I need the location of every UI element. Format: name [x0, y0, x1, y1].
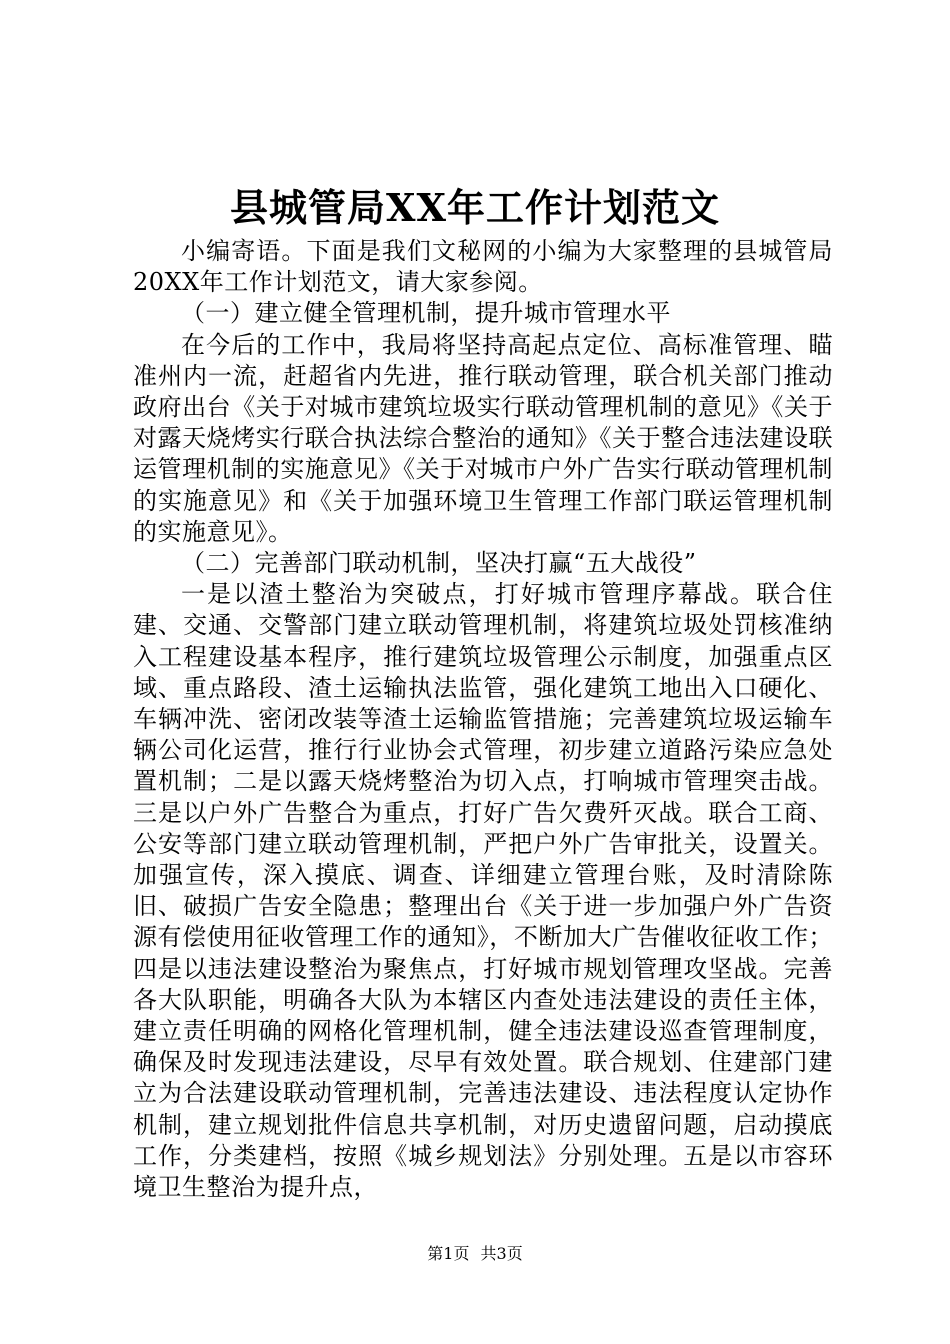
section-1-paragraph: 在今后的工作中，我局将坚持高起点定位、高标准管理、瞄准州内一流，赶超省内先进，推行联动管理，联合机关部门推动政府出台《关于对城市建筑垃圾实行联动管理机制的意见》《关于对露天烧烤实行联合执法综合整治的通知》《关于整合违法建设联运管理机制的实施意见》《关于对城市户外广告实行联动管理机制的实施意见》和《关于加强环境卫生管理工作部门联运管理机制的实施意见》。 — [133, 330, 833, 546]
document-body — [133, 236, 833, 1203]
document-title: 县城管局XX年工作计划范文 — [230, 185, 720, 230]
intro-paragraph: 小编寄语。下面是我们文秘网的小编为大家整理的县城管局20XX年工作计划范文，请大家参阅。 — [133, 237, 833, 297]
section-2-paragraph: 一是以渣土整治为突破点，打好城市管理序幕战。联合住建、交通、交警部门建立联动管理机制，将建筑垃圾处罚核准纳入工程建设基本程序，推行建筑垃圾管理公示制度，加强重点区域、重点路段、渣土运输执法监管，强化建筑工地出入口硬化、车辆冲洗、密闭改装等渣土运输监管措施；完善建筑垃圾运输车辆公司化运营，推行行业协会式管理，初步建立道路污染应急处置机制；二是以露天烧烤整治为切入点，打响城市管理突击战。三是以户外广告整合为重点，打好广告欠费歼灭战。联合工商、公安等部门建立联动管理机制，严把户外广告审批关，设置关。加强宣传，深入摸底、调查、详细建立管理台账，及时清除陈旧、破损广告安全隐患；整理出台《关于进一步加强户外广告资源有偿使用征收管理工作的通知》，不断加大广告催收征收工作；四是以违法建设整治为聚焦点，打好城市规划管理攻坚战。完善各大队职能，明确各大队为本辖区内查处违法建设的责任主体，建立责任明确的网格化管理机制，健全违法建设巡查管理制度，确保及时发现违法建设，尽早有效处置。联合规划、住建部门建立为合法建设联动管理机制，完善违法建设、违法程度认定协作机制，建立规划批件信息共享机制，对历史遗留问题，启动摸底工作，分类建档，按照《城乡规划法》分别处理。五是以市容环境卫生整治为提升点， — [133, 580, 833, 1202]
section-heading-2: （二）完善部门联动机制，坚决打赢“五大战役” — [181, 549, 697, 578]
page-total: 共3页 — [480, 1244, 523, 1263]
section-heading-1: （一）建立健全管理机制，提升城市管理水平 — [181, 299, 671, 328]
page-footer — [0, 1244, 950, 1264]
page-number: 第1页 — [427, 1244, 470, 1263]
